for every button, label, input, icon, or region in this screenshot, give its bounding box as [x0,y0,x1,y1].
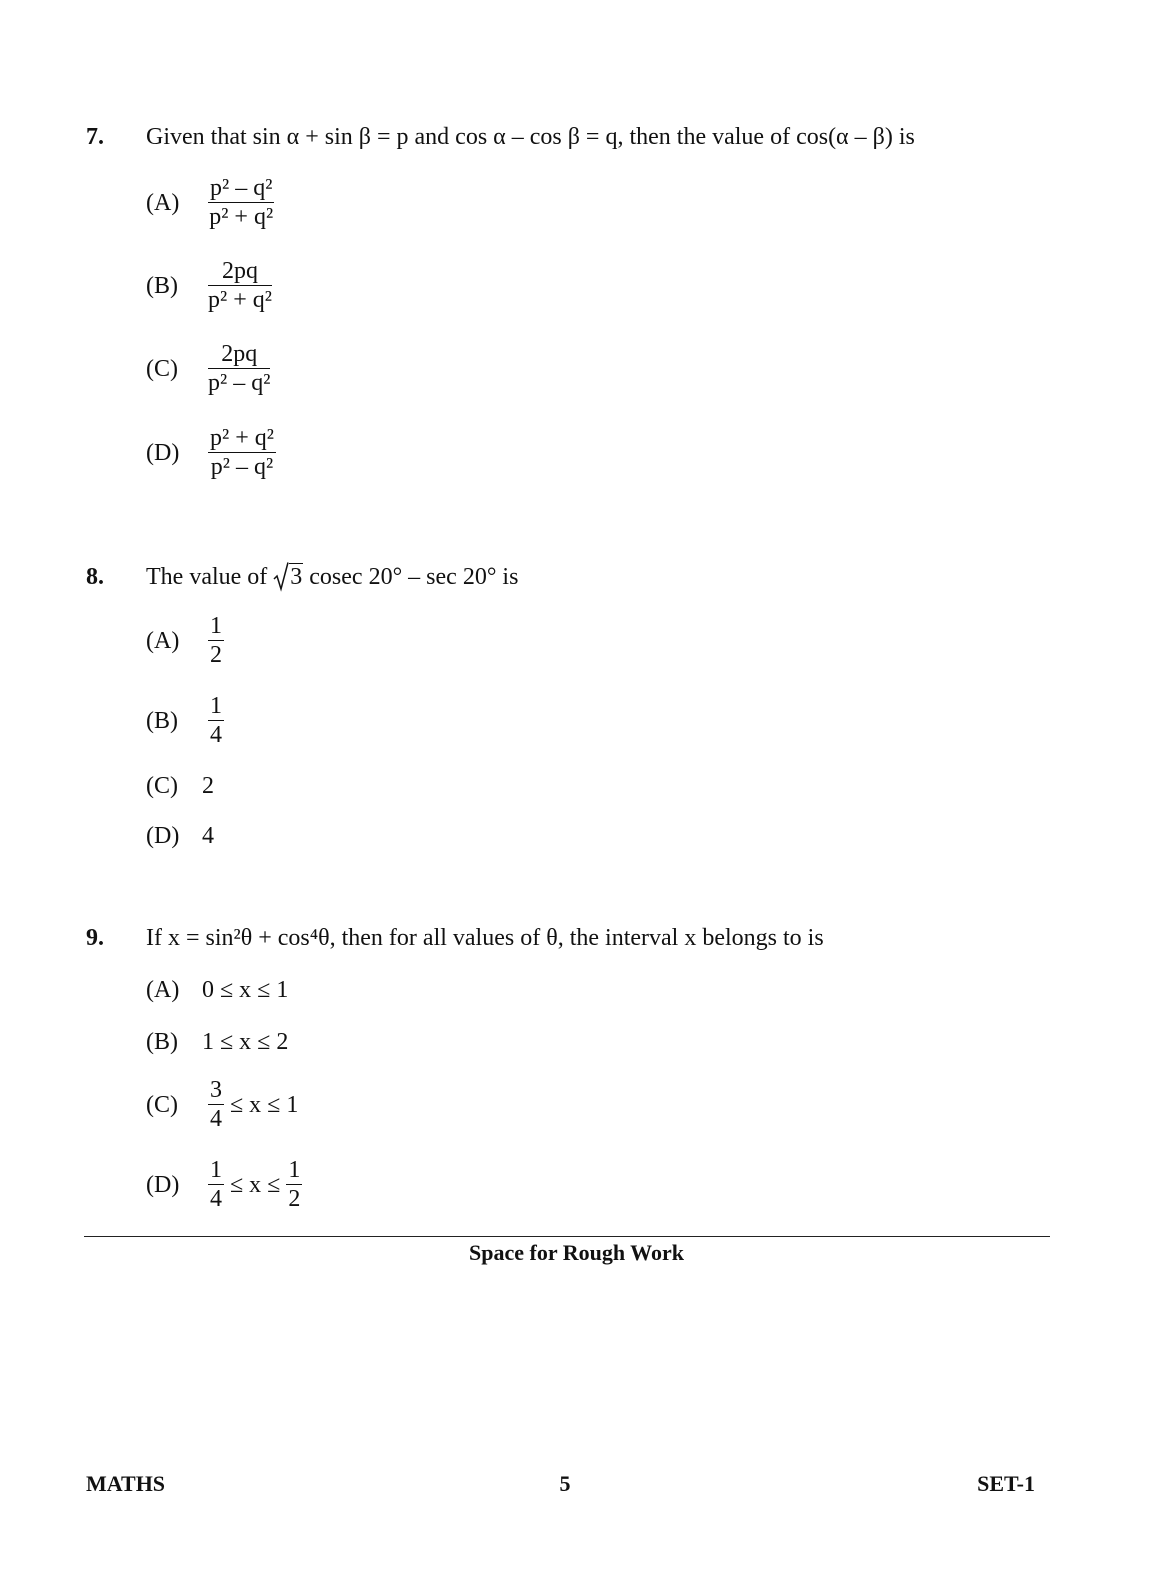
fraction-denominator: 4 [210,1106,222,1133]
fraction-denominator: p² + q² [209,204,274,231]
fraction-numerator: p² + q² [208,426,276,453]
option-a [146,977,288,1004]
fraction-denominator: p² + q² [208,287,272,314]
option-fraction [208,342,270,396]
option-label: (A) [146,189,180,216]
option-fraction [208,259,272,313]
option-label: (A) [146,977,180,1003]
fraction-numerator: 3 [208,1078,224,1105]
footer-subject: MATHS [86,1471,166,1496]
question-text-after: cosec 20° – sec 20° is [309,564,519,590]
option-c [146,342,270,396]
option-fraction [208,1078,224,1132]
option-a [146,176,274,230]
option-label: (B) [146,707,178,734]
fraction-denominator: 4 [210,1186,222,1213]
option-c [146,1078,298,1132]
option-value: 4 [202,823,214,849]
option-inequality: ≤ x ≤ [230,1171,281,1198]
question-text-before: The value of [146,564,268,590]
option-fraction [208,426,276,480]
option-d [146,426,276,480]
footer-page-number: 5 [559,1471,571,1496]
option-b [146,1029,288,1056]
fraction-numerator: 1 [286,1158,302,1185]
option-label: (B) [146,1029,178,1055]
fraction-numerator: 1 [208,1158,224,1185]
question-number: 7. [86,124,104,150]
option-label: (C) [146,355,178,382]
rough-work-divider [84,1236,1050,1237]
question-number: 8. [86,564,104,590]
question-text [146,564,518,591]
fraction-numerator: p² – q² [208,176,274,203]
option-c [146,773,214,800]
rough-work-heading: Space for Rough Work [469,1240,684,1265]
option-value: 2 [202,773,214,799]
question-text: Given that sin α + sin β = p and cos α – cos β = q, then the value of cos(α – β) is [146,124,915,150]
footer-set: SET-1 [977,1471,1035,1496]
option-b [146,259,272,313]
fraction-numerator: 2pq [208,342,270,369]
fraction-denominator: 2 [288,1186,301,1213]
option-value: 0 ≤ x ≤ 1 [202,977,289,1003]
option-fraction [208,1158,224,1212]
fraction-denominator: 2 [210,642,222,669]
option-fraction [208,176,274,230]
option-value: 1 ≤ x ≤ 2 [202,1029,289,1055]
option-fraction-2 [286,1158,302,1212]
radical-sign-icon [273,560,289,592]
option-a [146,614,224,668]
option-label: (B) [146,272,178,299]
option-label: (C) [146,773,178,799]
square-root [273,564,303,591]
option-d [146,1158,302,1212]
radicand: 3 [290,564,303,590]
question-number: 9. [86,925,104,951]
fraction-denominator: p² – q² [210,454,274,481]
fraction-numerator: 2pq [208,259,272,286]
fraction-denominator: p² – q² [208,370,271,397]
option-fraction [208,614,224,668]
option-label: (D) [146,1171,180,1198]
fraction-numerator: 1 [208,614,224,641]
option-d [146,823,214,850]
option-label: (C) [146,1091,178,1118]
fraction-denominator: 4 [210,722,222,749]
fraction-numerator: 1 [208,694,224,721]
option-label: (D) [146,823,180,849]
option-b [146,694,224,748]
option-fraction [208,694,224,748]
question-text: If x = sin²θ + cos⁴θ, then for all values of θ, the interval x belongs to is [146,925,824,951]
option-label: (D) [146,439,180,466]
option-inequality: ≤ x ≤ 1 [230,1091,299,1118]
option-label: (A) [146,627,180,654]
